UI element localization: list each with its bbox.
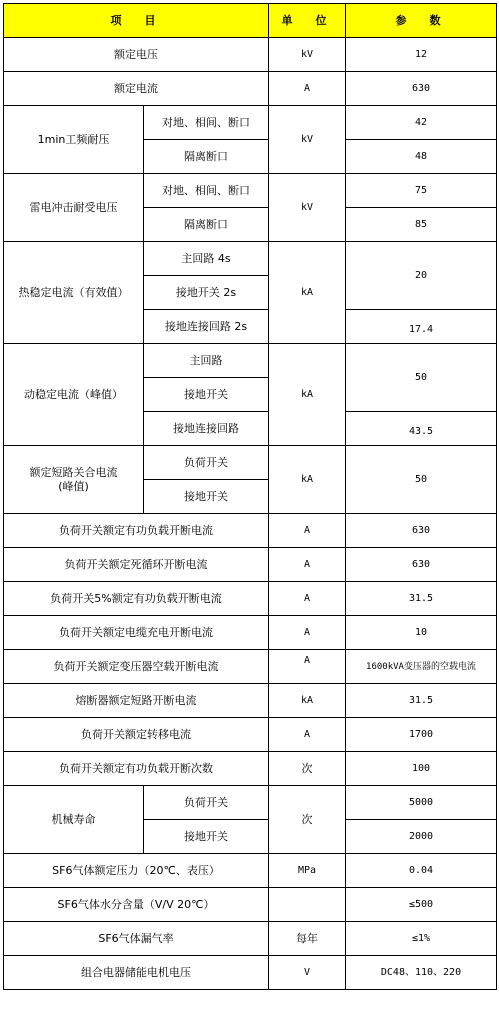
item-cell: 负荷开关5%额定有功负载开断电流 [4,582,269,616]
item-cell: 雷电冲击耐受电压 [4,174,144,242]
item-cell: SF6气体额定压力（20℃、表压） [4,854,269,888]
item-cell: 负荷开关额定变压器空载开断电流 [4,650,269,684]
subitem-cell: 接地开关 [144,378,269,412]
unit-cell: kV [269,174,346,242]
value-cell: 12 [346,38,497,72]
table-row [4,72,497,106]
item-line: (峰值) [58,479,89,493]
table-row [4,174,497,208]
unit-cell: A [269,72,346,106]
table-row [4,106,497,140]
item-cell: SF6气体漏气率 [4,922,269,956]
subitem-cell: 主回路 4s [144,242,269,276]
unit-cell: A [269,582,346,616]
header-value: 参 数 [346,4,497,38]
item-cell: 负荷开关额定电缆充电开断电流 [4,616,269,650]
unit-cell [269,888,346,922]
value-cell: 31.5 [346,582,497,616]
value-cell: 50 [346,446,497,514]
table-row [4,582,497,616]
item-line: 额定短路关合电流 [29,465,118,479]
table-row [4,514,497,548]
table-row [4,786,497,820]
subitem-cell: 接地开关 [144,480,269,514]
subitem-cell: 负荷开关 [144,446,269,480]
table-row [4,922,497,956]
item-cell: 负荷开关额定死循环开断电流 [4,548,269,582]
unit-cell: kA [269,242,346,344]
table-row [4,38,497,72]
subitem-cell: 隔离断口 [144,140,269,174]
value-cell: 100 [346,752,497,786]
value-cell: 2000 [346,820,497,854]
unit-cell: kV [269,38,346,72]
unit-cell: A [269,616,346,650]
value-cell: 85 [346,208,497,242]
unit-cell: MPa [269,854,346,888]
item-cell: 负荷开关额定转移电流 [4,718,269,752]
unit-cell: 次 [269,752,346,786]
value-cell: 20 [346,242,497,310]
header-item: 项 目 [4,4,269,38]
table-row [4,616,497,650]
subitem-cell: 负荷开关 [144,786,269,820]
subitem-cell: 接地开关 [144,820,269,854]
value-cell: 630 [346,72,497,106]
unit-cell: 次 [269,786,346,854]
value-cell: 17.4 [346,310,497,344]
value-cell: ≤1% [346,922,497,956]
table-row [4,854,497,888]
value-cell: 5000 [346,786,497,820]
value-cell: 75 [346,174,497,208]
table-row [4,548,497,582]
subitem-cell: 隔离断口 [144,208,269,242]
subitem-cell: 接地连接回路 2s [144,310,269,344]
table-row [4,752,497,786]
table-row [4,242,497,276]
subitem-cell: 对地、相间、断口 [144,174,269,208]
header-unit: 单 位 [269,4,346,38]
unit-cell: kV [269,106,346,174]
subitem-cell: 接地连接回路 [144,412,269,446]
unit-cell: kA [269,344,346,446]
item-cell: 额定电流 [4,72,269,106]
unit-cell: A [269,514,346,548]
table-row [4,888,497,922]
value-cell: 10 [346,616,497,650]
item-cell: 1min工频耐压 [4,106,144,174]
unit-cell: kA [269,684,346,718]
table-row [4,344,497,378]
value-cell: 42 [346,106,497,140]
table-row [4,684,497,718]
value-cell: DC48、110、220 [346,956,497,990]
value-cell: ≤500 [346,888,497,922]
item-cell: SF6气体水分含量（V/V 20℃） [4,888,269,922]
value-cell: 630 [346,514,497,548]
value-cell: 50 [346,344,497,412]
item-cell: 负荷开关额定有功负载开断次数 [4,752,269,786]
subitem-cell: 接地开关 2s [144,276,269,310]
value-cell: 1600kVA变压器的空载电流 [346,650,497,684]
value-cell: 1700 [346,718,497,752]
value-cell: 31.5 [346,684,497,718]
value-cell: 43.5 [346,412,497,446]
table-row [4,718,497,752]
value-cell: 0.04 [346,854,497,888]
item-cell: 热稳定电流（有效值） [4,242,144,344]
item-cell: 机械寿命 [4,786,144,854]
item-cell: 动稳定电流（峰值） [4,344,144,446]
subitem-cell: 对地、相间、断口 [144,106,269,140]
value-cell: 48 [346,140,497,174]
spec-table [3,3,497,990]
table-row [4,650,497,684]
table-row [4,446,497,480]
value-cell: 630 [346,548,497,582]
item-cell: 负荷开关额定有功负载开断电流 [4,514,269,548]
item-cell: 组合电器储能电机电压 [4,956,269,990]
item-cell [4,446,144,514]
unit-cell: A [269,650,346,684]
subitem-cell: 主回路 [144,344,269,378]
table-header-row [4,4,497,38]
item-cell: 熔断器额定短路开断电流 [4,684,269,718]
table-row [4,956,497,990]
item-cell: 额定电压 [4,38,269,72]
unit-cell: V [269,956,346,990]
unit-cell: A [269,718,346,752]
unit-cell: 每年 [269,922,346,956]
unit-cell: kA [269,446,346,514]
unit-cell: A [269,548,346,582]
